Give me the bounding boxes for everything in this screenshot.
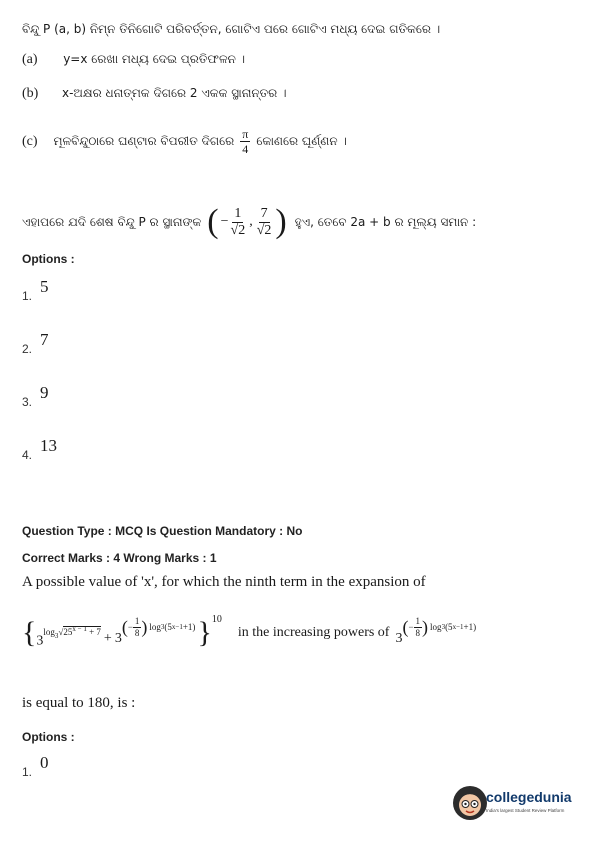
q2-type-line: Question Type : MCQ Is Question Mandatory : No <box>22 524 303 538</box>
q1-part-b-text: x-ଅକ୍ଷର ଧନାତ୍ମକ ଦିଗରେ 2 ଏକକ ସ୍ଥାନାନ୍ତର । <box>61 86 287 100</box>
q1-part-b-label: (b) <box>22 86 39 101</box>
q2-term2-inner-end: +1) <box>182 622 196 632</box>
q1-part-c-fraction <box>240 128 250 155</box>
q1-option-1-value: 5 <box>40 277 49 296</box>
q1-option-3[interactable] <box>22 383 49 409</box>
q1-paren-open: ( <box>207 203 219 240</box>
q1-part-c-frac-num: π <box>242 127 249 141</box>
q2-term1-plus7: + 7 <box>89 626 101 637</box>
q2-expression <box>22 613 477 649</box>
q2-marks-line: Correct Marks : 4 Wrong Marks : 1 <box>22 551 217 565</box>
q1-part-a-label: (a) <box>22 52 38 67</box>
q1-part-a <box>22 52 245 68</box>
q2-term2-inner: (5 <box>164 622 172 632</box>
q2-option-1[interactable] <box>22 753 49 779</box>
q1-paren-close: ) <box>275 203 287 240</box>
q2-term1-log-base: 3 <box>54 631 59 640</box>
q2-power: 10 <box>211 613 222 625</box>
q1-part-c-frac-den: 4 <box>242 142 249 156</box>
q1-intro: ବିନ୍ଦୁ P (a, b) ନିମ୍ନ ତିନିଗୋଟି ପରିବର୍ତ୍ତନ, ଗୋଟିଏ ପରେ ଗୋଟିଏ ମଧ୍ୟ ଦେଇ ଗତିକରେ । <box>22 22 441 36</box>
collegedunia-logo <box>452 783 588 823</box>
q1-option-3-value: 9 <box>40 383 49 402</box>
q1-option-4[interactable] <box>22 436 58 462</box>
q1-part-c-text-after: କୋଣରେ ଘୂର୍ଣ୍ଣନ । <box>256 134 347 148</box>
q1-final-frac1 <box>229 207 248 238</box>
q2-term1-log: log <box>43 626 55 637</box>
q2-end-text: is equal to 180, is : <box>22 695 136 711</box>
q2-term2-frac-num: 1 <box>134 615 140 626</box>
q2-plus: + <box>103 631 112 646</box>
q2-term1: $3^{log_3√25^{x - 1} + 7}$ <box>36 624 101 649</box>
q1-final-statement: ଏହାପରେ ଯଦି ଶେଷ ବିନ୍ଦୁ P ର ସ୍ଥାନାଙ୍କ ( − $\frac{1}{√2}$ , $\frac{7}{√2}$ ) ହୁଏ, ତେବେ 2a + b ର ମୂଲ୍ୟ ସମାନ : <box>22 203 477 240</box>
q2-repeat-base: 3 <box>395 631 403 646</box>
q2-term1-radicand-exp: x − 1 <box>72 624 87 633</box>
q1-final-after: ହୁଏ, ତେବେ 2a + b ର ମୂଲ୍ୟ ସମାନ : <box>294 214 477 229</box>
q2-brace-open: { <box>22 616 37 649</box>
q1-part-c <box>22 128 347 155</box>
q2-term1-base: 3 <box>36 633 44 649</box>
q2-stem: A possible value of 'x', for which the ninth term in the expansion of <box>22 574 426 590</box>
q1-option-2-value: 7 <box>40 330 49 349</box>
q2-option-1-number: 1. <box>22 765 33 779</box>
q2-increasing-text: in the increasing powers of <box>237 625 390 640</box>
q2-brace-close: } <box>197 616 212 649</box>
logo-tagline: India's largest Student Review Platform <box>486 808 565 813</box>
q1-part-a-text: y=x ରେଖା ମଧ୍ୟ ଦେଇ ପ୍ରତିଫଳନ । <box>63 52 246 66</box>
logo-mascot-icon <box>452 785 488 821</box>
q1-option-2[interactable] <box>22 330 49 356</box>
q1-options-label: Options : <box>22 252 75 266</box>
logo-name: collegedunia <box>486 789 572 805</box>
q1-option-4-value: 13 <box>40 436 58 455</box>
q2-term2-log-base: 3 <box>160 623 165 631</box>
q1-option-1-number: 1. <box>22 289 33 303</box>
q1-part-b <box>22 86 286 102</box>
q2-options-label: Options : <box>22 730 75 744</box>
q1-final-frac2-num: 7 <box>260 205 268 221</box>
q2-term2-log: log <box>149 622 161 632</box>
q2-term2-base: 3 <box>114 631 122 646</box>
q1-final-frac1-num: 1 <box>234 205 242 221</box>
q1-option-2-number: 2. <box>22 342 33 356</box>
q1-option-4-number: 4. <box>22 448 33 462</box>
q1-part-c-label: (c) <box>22 133 38 149</box>
q1-final-before: ଏହାପରେ ଯଦି ଶେଷ ବିନ୍ଦୁ P ର ସ୍ଥାନାଙ୍କ <box>22 214 202 229</box>
q2-term2-inner-exp: x−1 <box>171 623 183 631</box>
q1-final-frac1-den: √2 <box>230 222 246 238</box>
q1-final-frac2-den: √2 <box>256 222 272 238</box>
q2-term2-frac-den: 8 <box>134 627 140 638</box>
q2-repeat-exponent: ( − $\frac{1}{8}$ ) log 3 (5 x−1 +1) <box>402 615 477 638</box>
q1-part-c-text-before: ମୂଳବିନ୍ଦୁଠାରେ ଘଣ୍ଟାର ବିପରୀତ ଦିଗରେ <box>53 134 235 148</box>
q2-term1-radicand: 25 <box>63 626 73 637</box>
q1-option-1[interactable] <box>22 277 49 303</box>
q1-final-frac2 <box>255 207 274 238</box>
q2-option-1-value: 0 <box>40 753 49 772</box>
q2-term2-exponent: ( − $\frac{1}{8}$ ) log 3 (5 x−1 +1) <box>121 615 196 638</box>
q1-option-3-number: 3. <box>22 395 33 409</box>
